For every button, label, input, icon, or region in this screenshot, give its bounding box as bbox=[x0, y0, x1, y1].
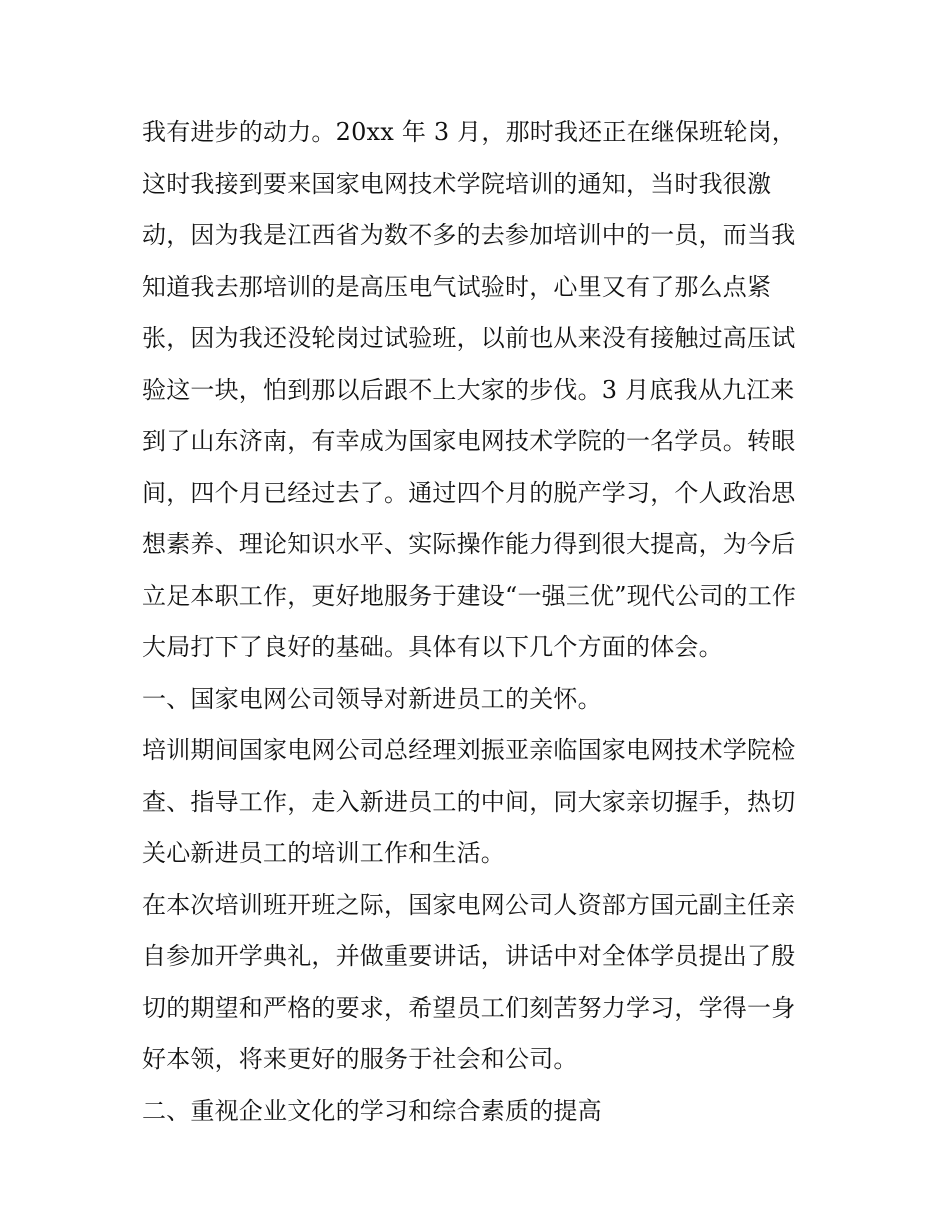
text-line: 动，因为我是江西省为数不多的去参加培训中的一员，而当我 bbox=[142, 221, 796, 249]
text-line: 知道我去那培训的是高压电气试验时，心里又有了那么点紧 bbox=[142, 272, 772, 301]
section-heading: 二、重视企业文化的学习和综合素质的提高 bbox=[142, 1096, 602, 1125]
text-line: 大局打下了良好的基础。具体有以下几个方面的体会。 bbox=[142, 633, 723, 661]
text-line: 到了山东济南，有幸成为国家电网技术学院的一名学员。转眼 bbox=[142, 427, 796, 455]
text-line: 间，四个月已经过去了。通过四个月的脱产学习，个人政治思 bbox=[142, 478, 796, 507]
text-line: 立足本职工作，更好地服务于建设“一强三优”现代公司的工作 bbox=[142, 581, 797, 610]
text-line: 切的期望和严格的要求，希望员工们刻苦努力学习，学得一身 bbox=[142, 993, 796, 1022]
text-line: 想素养、理论知识水平、实际操作能力得到很大提高，为今后 bbox=[142, 530, 796, 558]
text-line: 培训期间国家电网公司总经理刘振亚亲临国家电网技术学院检 bbox=[142, 736, 796, 764]
text-line: 关心新进员工的培训工作和生活。 bbox=[142, 839, 505, 867]
text-line: 张，因为我还没轮岗过试验班，以前也从来没有接触过高压试 bbox=[142, 324, 796, 352]
text-line: 我有进步的动力。20xx 年 3 月，那时我还正在继保班轮岗， bbox=[142, 118, 796, 146]
section-heading: 一、国家电网公司领导对新进员工的关怀。 bbox=[142, 684, 602, 713]
text-line: 查、指导工作，走入新进员工的中间，同大家亲切握手，热切 bbox=[142, 787, 796, 816]
text-line: 在本次培训班开班之际，国家电网公司人资部方国元副主任亲 bbox=[142, 890, 796, 919]
text-line: 好本领，将来更好的服务于社会和公司。 bbox=[142, 1045, 578, 1073]
text-line: 这时我接到要来国家电网技术学院培训的通知，当时我很激 bbox=[142, 169, 772, 198]
body-text bbox=[142, 107, 832, 1137]
text-line: 自参加开学典礼，并做重要讲话，讲话中对全体学员提出了殷 bbox=[142, 942, 796, 970]
text-line: 验这一块，怕到那以后跟不上大家的步伐。3 月底我从九江来 bbox=[142, 375, 795, 404]
